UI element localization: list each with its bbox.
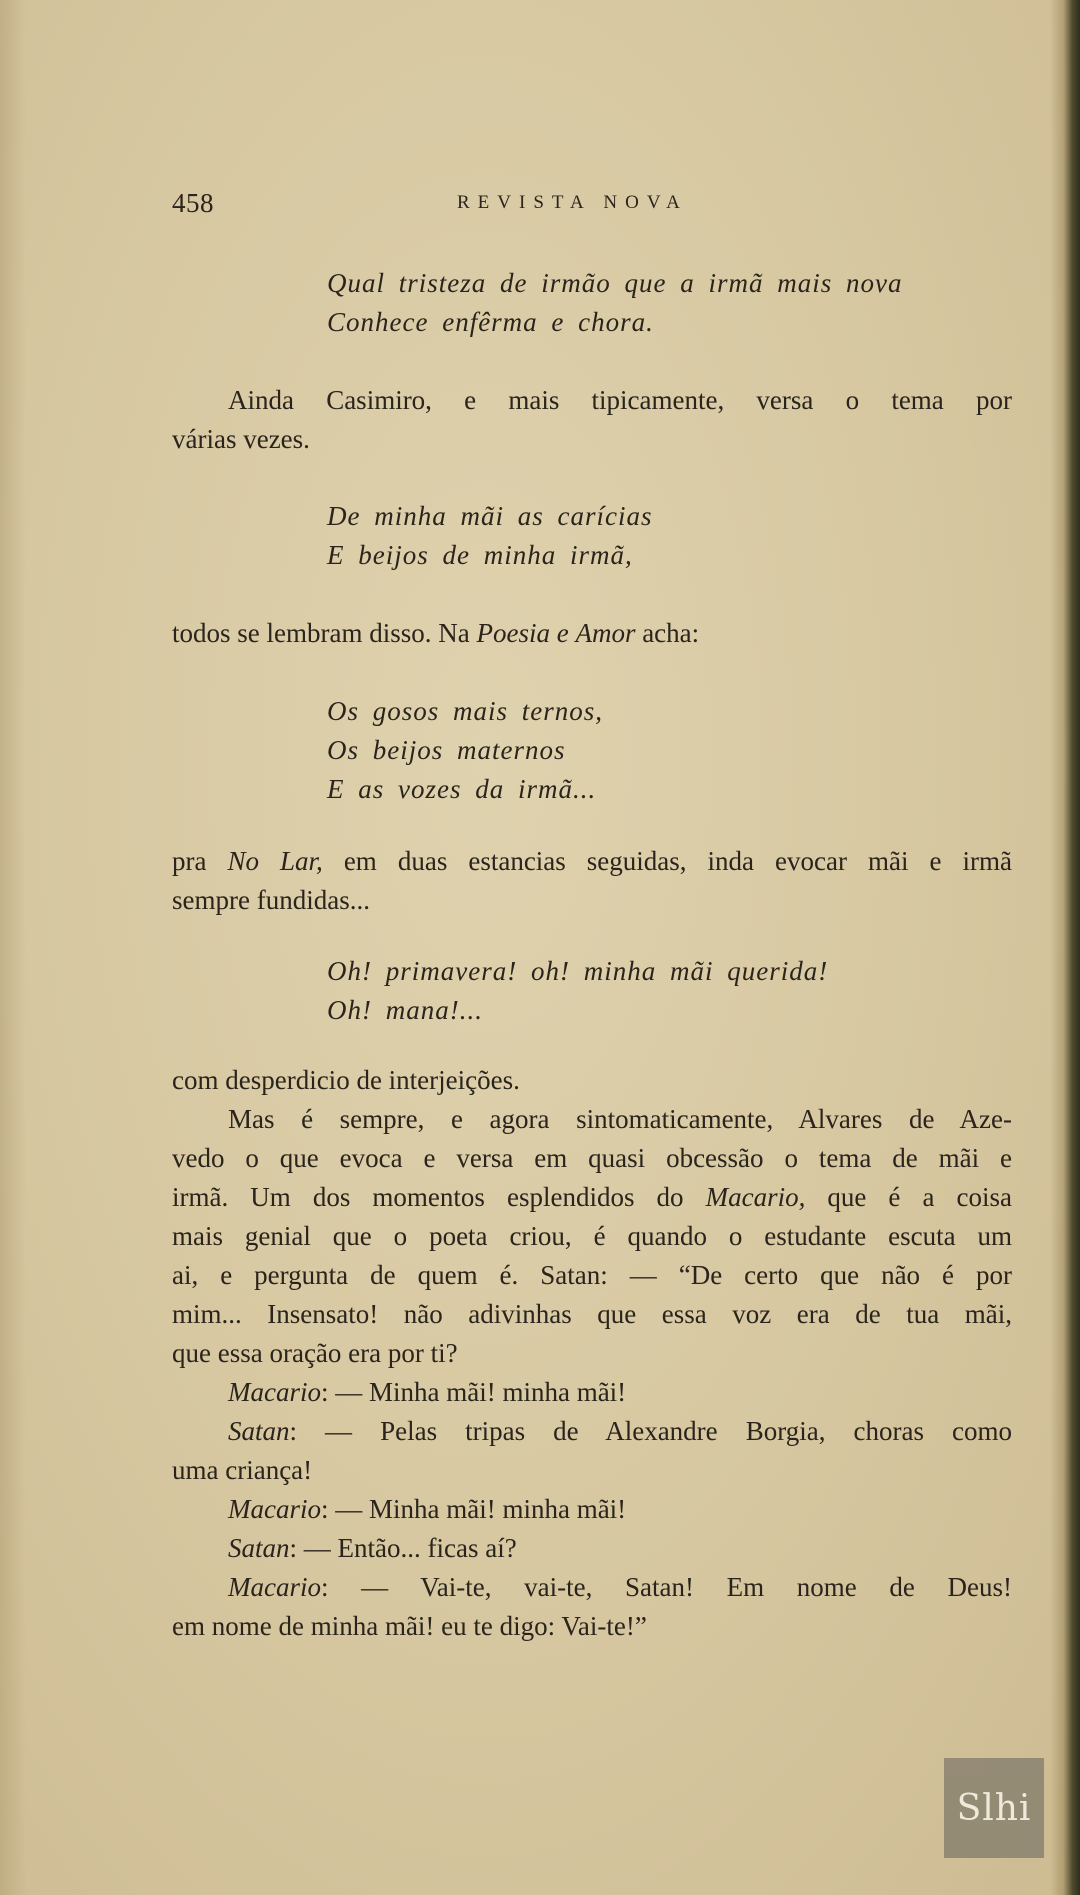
- para1-line1: Ainda Casimiro, e mais tipicamente, versa o tema por: [228, 385, 1012, 415]
- verse1-line2: Conhece enfêrma e chora.: [327, 307, 654, 337]
- para2-line1: [172, 615, 699, 651]
- dialogue-text: : — Vai-te, vai-te, Satan! Em nome de Deus!: [320, 1572, 1012, 1602]
- dialogue-line-5: [228, 1569, 1012, 1605]
- verse3-line3: E as vozes da irmã...: [327, 774, 597, 804]
- page-number: 458: [172, 188, 214, 218]
- speaker-name: Macario: [228, 1494, 321, 1524]
- para5-line1: Mas é sempre, e agora sintomaticamente, Alvares de Aze-: [228, 1104, 1012, 1134]
- para4-line1: com desperdicio de interjeições.: [172, 1065, 520, 1095]
- para2-text-post: acha:: [642, 618, 700, 648]
- verse1-line1: Qual tristeza de irmão que a irmã mais nova: [327, 268, 903, 298]
- work-title-no-lar: No Lar,: [227, 846, 323, 876]
- work-title-macario: Macario,: [705, 1182, 806, 1212]
- dialogue-line-4: [228, 1530, 517, 1566]
- para3-line2: sempre fundidas...: [172, 885, 370, 915]
- para5-line4: mais genial que o poeta criou, é quando o estudante escuta um: [172, 1221, 1012, 1251]
- dialogue-line-2: [228, 1413, 1012, 1449]
- verse2-line2: E beijos de minha irmã,: [327, 540, 633, 570]
- para5-line7: que essa oração era por ti?: [172, 1338, 458, 1368]
- page-header: [172, 188, 1012, 228]
- speaker-name: Macario: [228, 1572, 321, 1602]
- verse3-line2: Os beijos maternos: [327, 735, 566, 765]
- dialogue-line-3: [228, 1491, 626, 1527]
- speaker-name: Satan: [228, 1416, 290, 1446]
- para5-line3: [172, 1179, 1012, 1215]
- verse2-line1: De minha mãi as carícias: [327, 501, 653, 531]
- page-left-shadow: [0, 0, 26, 1895]
- library-logo: [944, 1758, 1044, 1858]
- dialogue-text: : — Então... ficas aí?: [289, 1533, 517, 1563]
- dialogue-line-1: [228, 1374, 626, 1410]
- dialogue-text: : — Pelas tripas de Alexandre Borgia, choras como: [289, 1416, 1012, 1446]
- speaker-name: Satan: [228, 1533, 290, 1563]
- verse4-line2: Oh! mana!...: [327, 995, 483, 1025]
- para5-line6: mim... Insensato! não adivinhas que essa voz era de tua mãi,: [172, 1299, 1012, 1329]
- speaker-name: Macario: [228, 1377, 321, 1407]
- running-title: REVISTA NOVA: [457, 192, 688, 213]
- para2-text-pre: todos se lembram disso. Na: [172, 618, 470, 648]
- dialogue-line-2-cont: uma criança!: [172, 1455, 313, 1485]
- para5-line3-pre: irmã. Um dos momentos esplendidos do: [172, 1182, 684, 1212]
- para3-text-post: em duas estancias seguidas, inda evocar mãi e irmã: [343, 846, 1012, 876]
- page-binding-edge: [1050, 0, 1080, 1895]
- dialogue-text: : — Minha mãi! minha mãi!: [320, 1494, 627, 1524]
- logo-text: Slhi: [956, 1787, 1032, 1829]
- dialogue-text: : — Minha mãi! minha mãi!: [320, 1377, 627, 1407]
- work-title-conj: e: [556, 618, 569, 648]
- para3-text-pre: pra: [172, 846, 207, 876]
- para5-line2: vedo o que evoca e versa em quasi obcessão o tema de mãi e: [172, 1143, 1012, 1173]
- work-title-amor: Amor: [575, 618, 636, 648]
- verse3-line1: Os gosos mais ternos,: [327, 696, 604, 726]
- dialogue-line-5-cont: em nome de minha mãi! eu te digo: Vai-te!”: [172, 1611, 647, 1641]
- para5-line3-post: que é a coisa: [827, 1182, 1013, 1212]
- para5-line5: ai, e pergunta de quem é. Satan: — “De certo que não é por: [172, 1260, 1012, 1290]
- para3-line1: [172, 843, 1012, 879]
- work-title-poesia: Poesia: [476, 618, 550, 648]
- para1-line2: várias vezes.: [172, 424, 310, 454]
- verse4-line1: Oh! primavera! oh! minha mãi querida!: [327, 956, 829, 986]
